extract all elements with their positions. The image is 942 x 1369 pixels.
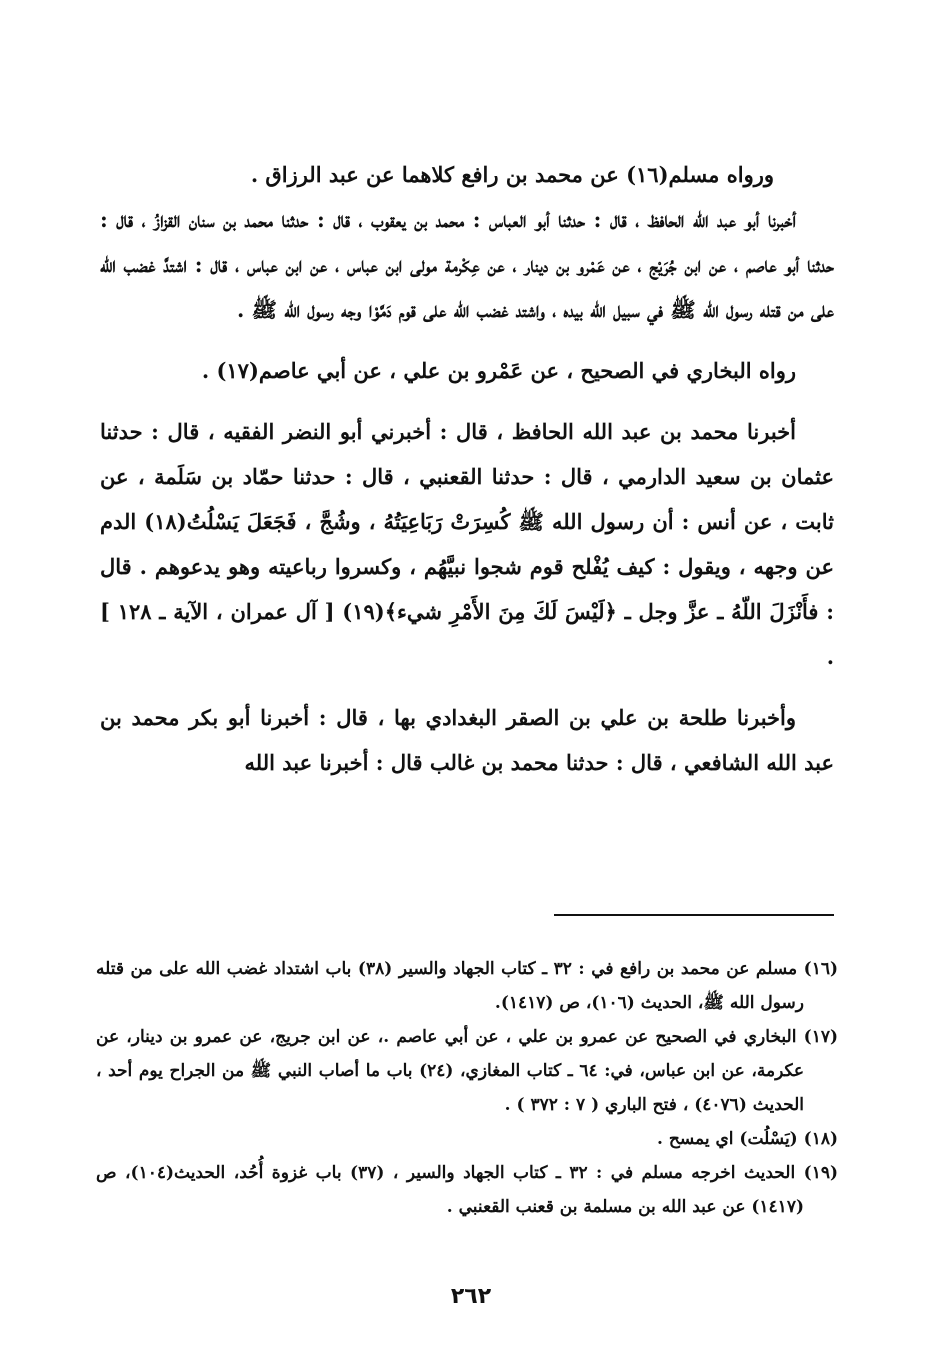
- paragraph-bukhari-narration: رواه البخاري في الصحيح ، عن عَمْرو بن علي ، عن أبي عاصم(١٧) .: [201, 358, 796, 383]
- paragraph-abu-abdullah-hadith: أخبرنا أبو عبد الله الحافظ ، قال : حدثنا أبو العباس : محمد بن يعقوب ، قال : حدثنا محمد بن سنان القزازُ ، قال : حدثنا أبو عاصم ، عن ابن جُرَيْج ، عن عَمْرو بن دينار ، عن عِكْرمة مولى ابن عباس ، عن ابن عباس ، قال : اشتدَّ غضب الله على من قتله رسول الله ﷺ في سبيل الله بيده ، واشتد غضب الله على قوم دَمَّوْا وجه رسول الله ﷺ .: [100, 207, 834, 322]
- footnote-18: (١٨) (يَسْلُت) اي يمسح .: [657, 1129, 838, 1149]
- footnote-17: (١٧) البخاري في الصحيح عن عمرو بن علي ، عن أبي عاصم .، عن ابن جريج، عن عمرو بن دينار، عن عكرمة، عن ابن عباس، في: ٦٤ ـ كتاب المغازي، (٢٤) باب ما أصاب النبي ﷺ من الجراح يوم أحد ، الحديث (٤٠٧٦) ، فتح الباري ( ٧ : ٣٧٢ ) .: [96, 1027, 838, 1115]
- paragraph-talha-chain: وأخبرنا طلحة بن علي بن الصقر البغدادي بها ، قال : أخبرنا أبو بكر محمد بن عبد الله الشافعي ، قال : حدثنا محمد بن غالب قال : أخبرنا عبد الله: [100, 705, 834, 775]
- footnotes: [96, 952, 838, 1224]
- paragraph-muslim-narration: ورواه مسلم(١٦) عن محمد بن رافع كلاهما عن عبد الرزاق .: [250, 162, 774, 187]
- paragraph-anas-hadith: أخبرنا محمد بن عبد الله الحافظ ، قال : أخبرني أبو النضر الفقيه ، قال : حدثنا عثمان بن سعيد الدارمي ، قال : حدثنا القعنبي ، قال : حدثنا حمّاد بن سَلَمة ، عن ثابت ، عن أنس : أن رسول الله ﷺ كُسِرَتْ رَبَاعِيَتُهُ ، وشُجَّ ، فَجَعَلَ يَسْلُتُ(١٨) الدم عن وجهه ، ويقول : كيف يُفْلح قوم شجوا نبيَّهُم ، وكسروا رباعيته وهو يدعوهم . قال : فأَنْزَلَ اللّهُ ـ عزَّ وجل ـ ﴿لَيْسَ لَكَ مِنَ الأَمْرِ شيء﴾(١٩) [ آل عمران ، الآية ـ ١٢٨ ] .: [100, 419, 834, 669]
- footnote-19: (١٩) الحديث اخرجه مسلم في : ٣٢ ـ كتاب الجهاد والسير ، (٣٧) باب غزوة أُحُد، الحديث(١٠٤)، ص (١٤١٧) عن عبد الله بن مسلمة بن قعنب القعنبي .: [96, 1163, 838, 1217]
- footnote-divider: [554, 914, 834, 916]
- main-text: [100, 152, 834, 785]
- page-number: ٢٦٢: [450, 1284, 492, 1309]
- footnote-16: (١٦) مسلم عن محمد بن رافع في : ٣٢ ـ كتاب الجهاد والسير (٣٨) باب اشتداد غضب الله على من قتله رسول الله ﷺ، الحديث (١٠٦)، ص (١٤١٧).: [96, 959, 838, 1013]
